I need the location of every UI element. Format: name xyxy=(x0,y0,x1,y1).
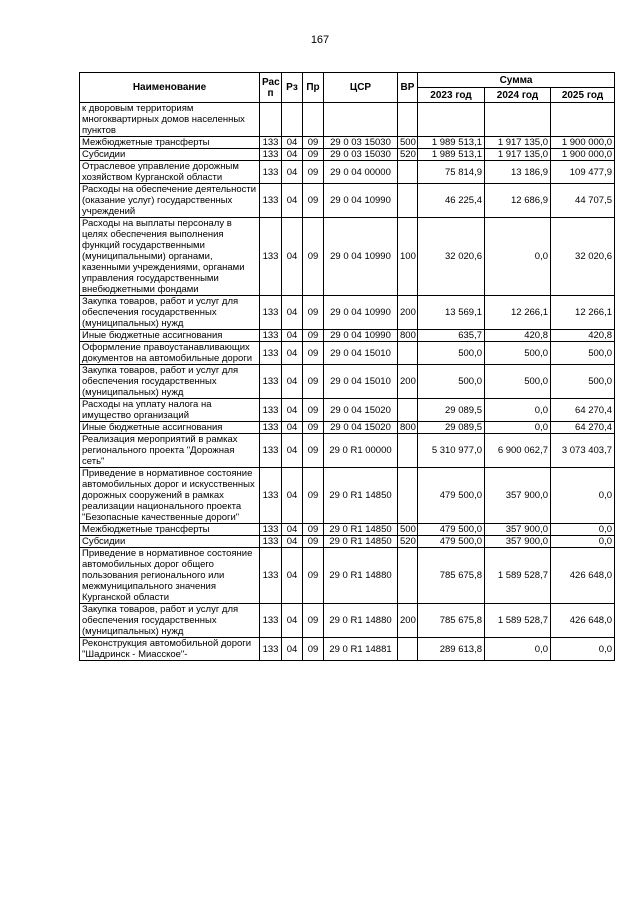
row-rz: 04 xyxy=(282,149,303,161)
row-pr: 09 xyxy=(303,161,324,184)
row-amount-2023: 13 569,1 xyxy=(418,296,485,330)
row-csr: 29 0 R1 14850 xyxy=(324,468,398,524)
table-row xyxy=(80,524,615,536)
row-rasp: 133 xyxy=(260,434,282,468)
table-row xyxy=(80,161,615,184)
row-amount-2025: 0,0 xyxy=(551,468,615,524)
row-vr: 500 xyxy=(398,137,418,149)
row-rasp: 133 xyxy=(260,365,282,399)
page-number: 167 xyxy=(310,34,330,46)
row-csr xyxy=(324,103,398,137)
row-name: Расходы на уплату налога на имущество организаций xyxy=(80,399,260,422)
row-pr: 09 xyxy=(303,434,324,468)
table-row xyxy=(80,365,615,399)
row-amount-2023: 1 989 513,1 xyxy=(418,137,485,149)
row-amount-2024: 0,0 xyxy=(485,638,551,661)
row-vr: 200 xyxy=(398,365,418,399)
header-2023: 2023 год xyxy=(418,88,485,103)
row-rasp: 133 xyxy=(260,468,282,524)
table-row xyxy=(80,342,615,365)
row-name: Реализация мероприятий в рамках регионального проекта "Дорожная сеть" xyxy=(80,434,260,468)
row-amount-2023: 500,0 xyxy=(418,342,485,365)
row-amount-2025: 0,0 xyxy=(551,536,615,548)
row-rz: 04 xyxy=(282,422,303,434)
header-csr: ЦСР xyxy=(324,73,398,103)
row-amount-2023: 46 225,4 xyxy=(418,184,485,218)
row-vr xyxy=(398,342,418,365)
table-row xyxy=(80,604,615,638)
row-rasp: 133 xyxy=(260,218,282,296)
row-amount-2025: 44 707,5 xyxy=(551,184,615,218)
row-name: Иные бюджетные ассигнования xyxy=(80,422,260,434)
row-amount-2025: 1 900 000,0 xyxy=(551,137,615,149)
row-amount-2025: 0,0 xyxy=(551,638,615,661)
header-row xyxy=(80,73,615,88)
row-pr: 09 xyxy=(303,218,324,296)
row-amount-2024: 1 589 528,7 xyxy=(485,604,551,638)
row-amount-2025 xyxy=(551,103,615,137)
row-rz: 04 xyxy=(282,342,303,365)
row-rz: 04 xyxy=(282,184,303,218)
row-name: Межбюджетные трансферты xyxy=(80,137,260,149)
row-csr: 29 0 04 10990 xyxy=(324,330,398,342)
row-pr: 09 xyxy=(303,422,324,434)
row-amount-2025: 500,0 xyxy=(551,365,615,399)
row-name: Реконструкция автомобильной дороги "Шадринск - Миасское"- xyxy=(80,638,260,661)
row-rz: 04 xyxy=(282,296,303,330)
row-rz: 04 xyxy=(282,638,303,661)
header-pr: Пр xyxy=(303,73,324,103)
row-name: к дворовым территориям многоквартирных домов населенных пунктов xyxy=(80,103,260,137)
table-row xyxy=(80,468,615,524)
row-amount-2025: 64 270,4 xyxy=(551,422,615,434)
row-name: Межбюджетные трансферты xyxy=(80,524,260,536)
row-pr: 09 xyxy=(303,638,324,661)
header-rz: Рз xyxy=(282,73,303,103)
row-rasp: 133 xyxy=(260,330,282,342)
row-vr xyxy=(398,161,418,184)
row-csr: 29 0 03 15030 xyxy=(324,137,398,149)
row-vr xyxy=(398,103,418,137)
table-row xyxy=(80,548,615,604)
header-2025: 2025 год xyxy=(551,88,615,103)
row-rz: 04 xyxy=(282,548,303,604)
row-amount-2023: 1 989 513,1 xyxy=(418,149,485,161)
row-csr: 29 0 04 15010 xyxy=(324,342,398,365)
row-amount-2024: 0,0 xyxy=(485,422,551,434)
row-amount-2025: 12 266,1 xyxy=(551,296,615,330)
row-rasp: 133 xyxy=(260,296,282,330)
row-pr: 09 xyxy=(303,365,324,399)
row-amount-2025: 64 270,4 xyxy=(551,399,615,422)
row-rz: 04 xyxy=(282,330,303,342)
row-rasp: 133 xyxy=(260,604,282,638)
table-row xyxy=(80,399,615,422)
row-pr: 09 xyxy=(303,184,324,218)
row-name: Отраслевое управление дорожным хозяйством Курганской области xyxy=(80,161,260,184)
row-csr: 29 0 04 15020 xyxy=(324,399,398,422)
row-amount-2024: 1 589 528,7 xyxy=(485,548,551,604)
table-row xyxy=(80,422,615,434)
row-rasp: 133 xyxy=(260,399,282,422)
table-row xyxy=(80,218,615,296)
row-amount-2024: 0,0 xyxy=(485,399,551,422)
table-row xyxy=(80,536,615,548)
row-amount-2025: 426 648,0 xyxy=(551,604,615,638)
budget-table xyxy=(79,72,615,661)
row-rz: 04 xyxy=(282,399,303,422)
row-amount-2025: 1 900 000,0 xyxy=(551,149,615,161)
row-amount-2024: 500,0 xyxy=(485,365,551,399)
row-rz: 04 xyxy=(282,365,303,399)
row-rasp: 133 xyxy=(260,342,282,365)
row-amount-2024: 420,8 xyxy=(485,330,551,342)
row-amount-2024: 12 266,1 xyxy=(485,296,551,330)
row-vr xyxy=(398,548,418,604)
row-pr: 09 xyxy=(303,399,324,422)
table-row xyxy=(80,638,615,661)
row-pr: 09 xyxy=(303,342,324,365)
row-rasp xyxy=(260,103,282,137)
row-vr xyxy=(398,434,418,468)
row-vr: 200 xyxy=(398,296,418,330)
header-name: Наименование xyxy=(80,73,260,103)
table-row xyxy=(80,184,615,218)
table-row xyxy=(80,434,615,468)
row-csr: 29 0 04 15020 xyxy=(324,422,398,434)
row-amount-2024: 12 686,9 xyxy=(485,184,551,218)
row-amount-2024: 6 900 062,7 xyxy=(485,434,551,468)
row-vr xyxy=(398,399,418,422)
row-pr: 09 xyxy=(303,604,324,638)
row-amount-2024: 357 900,0 xyxy=(485,468,551,524)
header-sum: Сумма xyxy=(418,73,615,88)
row-amount-2023: 479 500,0 xyxy=(418,524,485,536)
row-name: Закупка товаров, работ и услуг для обеспечения государственных (муниципальных) нужд xyxy=(80,604,260,638)
row-vr: 200 xyxy=(398,604,418,638)
row-csr: 29 0 04 10990 xyxy=(324,296,398,330)
row-rz xyxy=(282,103,303,137)
table-row xyxy=(80,149,615,161)
row-name: Приведение в нормативное состояние автомобильных дорог общего пользования регионального или межмуниципального значения Курганской области xyxy=(80,548,260,604)
row-amount-2024: 1 917 135,0 xyxy=(485,137,551,149)
row-vr xyxy=(398,184,418,218)
row-csr: 29 0 04 10990 xyxy=(324,218,398,296)
row-rz: 04 xyxy=(282,468,303,524)
row-csr: 29 0 04 10990 xyxy=(324,184,398,218)
row-amount-2023: 479 500,0 xyxy=(418,536,485,548)
row-amount-2024: 500,0 xyxy=(485,342,551,365)
table-row xyxy=(80,103,615,137)
row-csr: 29 0 R1 14850 xyxy=(324,536,398,548)
row-csr: 29 0 03 15030 xyxy=(324,149,398,161)
row-amount-2023: 479 500,0 xyxy=(418,468,485,524)
row-amount-2025: 32 020,6 xyxy=(551,218,615,296)
table-row xyxy=(80,137,615,149)
row-rz: 04 xyxy=(282,218,303,296)
row-vr: 520 xyxy=(398,149,418,161)
row-name: Расходы на обеспечение деятельности (оказание услуг) государственных учреждений xyxy=(80,184,260,218)
row-amount-2024: 13 186,9 xyxy=(485,161,551,184)
row-rasp: 133 xyxy=(260,548,282,604)
row-vr: 100 xyxy=(398,218,418,296)
header-2024: 2024 год xyxy=(485,88,551,103)
row-rz: 04 xyxy=(282,524,303,536)
header-rasp: Рас п xyxy=(260,73,282,103)
table-row xyxy=(80,330,615,342)
row-amount-2023: 289 613,8 xyxy=(418,638,485,661)
row-amount-2025: 3 073 403,7 xyxy=(551,434,615,468)
row-amount-2023: 785 675,8 xyxy=(418,604,485,638)
row-pr: 09 xyxy=(303,149,324,161)
row-rasp: 133 xyxy=(260,536,282,548)
row-rasp: 133 xyxy=(260,149,282,161)
row-rasp: 133 xyxy=(260,161,282,184)
row-name: Субсидии xyxy=(80,536,260,548)
row-name: Закупка товаров, работ и услуг для обеспечения государственных (муниципальных) нужд xyxy=(80,365,260,399)
row-vr xyxy=(398,638,418,661)
row-pr: 09 xyxy=(303,548,324,604)
row-pr: 09 xyxy=(303,536,324,548)
row-amount-2023: 29 089,5 xyxy=(418,422,485,434)
row-name: Приведение в нормативное состояние автомобильных дорог и искусственных дорожных сооружений в рамках реализации национального проекта "Безопасные качественные дороги" xyxy=(80,468,260,524)
row-pr: 09 xyxy=(303,468,324,524)
row-amount-2024: 357 900,0 xyxy=(485,536,551,548)
row-csr: 29 0 R1 14850 xyxy=(324,524,398,536)
row-amount-2023: 32 020,6 xyxy=(418,218,485,296)
row-name: Иные бюджетные ассигнования xyxy=(80,330,260,342)
row-pr xyxy=(303,103,324,137)
row-amount-2024: 1 917 135,0 xyxy=(485,149,551,161)
row-csr: 29 0 R1 14880 xyxy=(324,604,398,638)
row-name: Расходы на выплаты персоналу в целях обеспечения выполнения функций государственными (муниципальными) органами, казенными учреждениями, органами управления государственными внебюджетными фондами xyxy=(80,218,260,296)
row-vr: 800 xyxy=(398,422,418,434)
row-vr: 520 xyxy=(398,536,418,548)
row-rz: 04 xyxy=(282,434,303,468)
row-name: Закупка товаров, работ и услуг для обеспечения государственных (муниципальных) нужд xyxy=(80,296,260,330)
row-vr: 500 xyxy=(398,524,418,536)
row-rasp: 133 xyxy=(260,638,282,661)
row-amount-2023: 500,0 xyxy=(418,365,485,399)
row-amount-2024: 0,0 xyxy=(485,218,551,296)
row-csr: 29 0 R1 14880 xyxy=(324,548,398,604)
row-name: Оформление правоустанавливающих документов на автомобильные дороги xyxy=(80,342,260,365)
row-rz: 04 xyxy=(282,161,303,184)
row-csr: 29 0 R1 00000 xyxy=(324,434,398,468)
row-csr: 29 0 04 00000 xyxy=(324,161,398,184)
row-amount-2024: 357 900,0 xyxy=(485,524,551,536)
row-amount-2025: 0,0 xyxy=(551,524,615,536)
row-rasp: 133 xyxy=(260,184,282,218)
row-pr: 09 xyxy=(303,137,324,149)
row-vr: 800 xyxy=(398,330,418,342)
row-csr: 29 0 R1 14881 xyxy=(324,638,398,661)
row-rasp: 133 xyxy=(260,422,282,434)
row-amount-2023: 75 814,9 xyxy=(418,161,485,184)
row-amount-2023: 635,7 xyxy=(418,330,485,342)
row-amount-2024 xyxy=(485,103,551,137)
row-amount-2025: 109 477,9 xyxy=(551,161,615,184)
row-rasp: 133 xyxy=(260,524,282,536)
row-rz: 04 xyxy=(282,536,303,548)
row-amount-2023: 785 675,8 xyxy=(418,548,485,604)
row-amount-2023 xyxy=(418,103,485,137)
row-pr: 09 xyxy=(303,296,324,330)
row-csr: 29 0 04 15010 xyxy=(324,365,398,399)
row-rz: 04 xyxy=(282,604,303,638)
row-rasp: 133 xyxy=(260,137,282,149)
row-amount-2025: 426 648,0 xyxy=(551,548,615,604)
row-amount-2025: 500,0 xyxy=(551,342,615,365)
row-pr: 09 xyxy=(303,524,324,536)
row-rz: 04 xyxy=(282,137,303,149)
row-vr xyxy=(398,468,418,524)
row-amount-2023: 29 089,5 xyxy=(418,399,485,422)
header-vr: ВР xyxy=(398,73,418,103)
row-pr: 09 xyxy=(303,330,324,342)
row-name: Субсидии xyxy=(80,149,260,161)
row-amount-2025: 420,8 xyxy=(551,330,615,342)
table-row xyxy=(80,296,615,330)
row-amount-2023: 5 310 977,0 xyxy=(418,434,485,468)
